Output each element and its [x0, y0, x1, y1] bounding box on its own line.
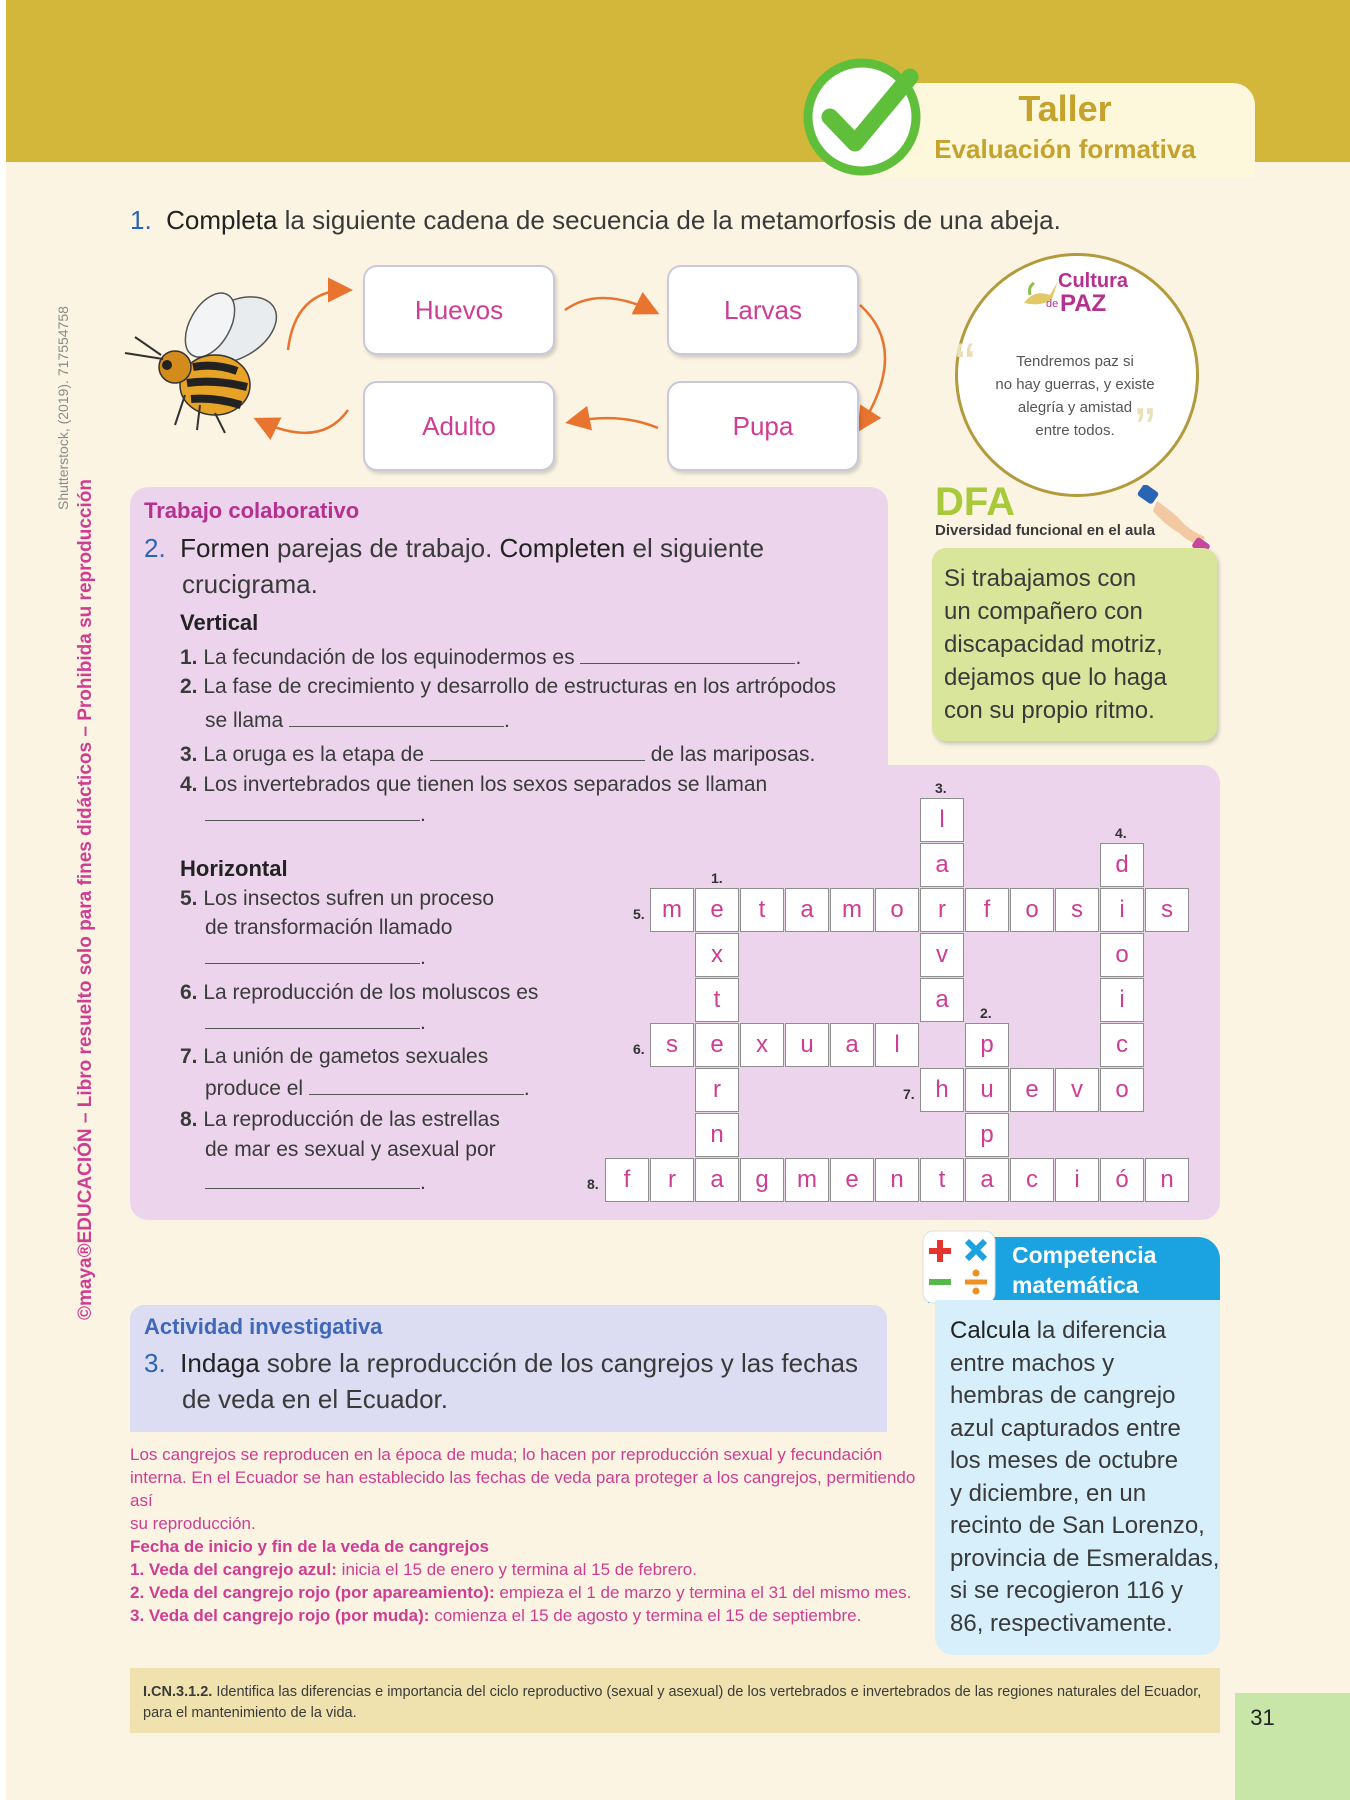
crossword-cell: a: [920, 843, 964, 887]
crossword-number-3: 3.: [935, 780, 947, 796]
crossword-cell: x: [740, 1023, 784, 1067]
question-1: 1. Completa la siguiente cadena de secuencia de la metamorfosis de una abeja.: [130, 205, 1061, 235]
crossword-cell: i: [1055, 1158, 1099, 1202]
sequence-box-adulto: Adulto: [363, 381, 555, 471]
crossword-cell: l: [875, 1023, 919, 1067]
publisher-note: ©maya®EDUCACIÓN – Libro resuelto solo para fines didácticos – Prohibida su reproducción: [75, 479, 96, 1320]
clue-5: 5. Los insectos sufren un proceso: [180, 887, 495, 910]
crossword-cell: e: [695, 888, 739, 932]
clue-2-cont: se llama .: [205, 709, 510, 732]
crossword-cell: c: [1100, 1023, 1144, 1067]
crossword-number-7: 7.: [903, 1086, 915, 1102]
crossword-cell: o: [1010, 888, 1054, 932]
clue-3: 3. La oruga es la etapa de de las mariposas.: [180, 743, 816, 766]
crossword-cell: n: [1145, 1158, 1189, 1202]
crossword-cell: a: [695, 1158, 739, 1202]
crossword-cell: d: [1100, 843, 1144, 887]
sequence-box-larvas: Larvas: [667, 265, 859, 355]
crossword-cell: r: [650, 1158, 694, 1202]
math-operations-icon: [920, 1228, 998, 1306]
crossword-cell: a: [965, 1158, 1009, 1202]
question-3-cont: de veda en el Ecuador.: [182, 1384, 448, 1414]
crossword-cell: m: [650, 888, 694, 932]
question-2-cont: crucigrama.: [182, 569, 318, 599]
math-title: Competencia matemática: [1012, 1242, 1157, 1298]
footer-text: I.CN.3.1.2. Identifica las diferencias e importancia del ciclo reproductivo (sexual y asexual) de los vertebrados e invertebrados de las regiones naturales del Ecuador, para el mantenimiento de la vida.: [143, 1684, 1202, 1721]
crossword-cell: i: [1100, 888, 1144, 932]
peace-quote: Tendremos paz si no hay guerras, y existe alegría y amistad entre todos.: [995, 353, 1155, 439]
crossword-cell: f: [965, 888, 1009, 932]
crossword-number-1: 1.: [711, 870, 723, 886]
crossword-cell: x: [695, 933, 739, 977]
crossword-cell: m: [830, 888, 874, 932]
clue-5-cont: de transformación llamado: [205, 916, 453, 939]
dfa-text: Si trabajamos con un compañero con discapacidad motriz, dejamos que lo haga con su propio ritmo.: [944, 565, 1167, 724]
crossword-number-6: 6.: [633, 1041, 645, 1057]
clue-6-blank: .: [205, 1008, 426, 1038]
research-answer: Los cangrejos se reproducen en la época de muda; lo hacen por reproducción sexual y fecundación interna. En el Ecuador se han establecido las fechas de veda para proteger a los cangrejos, permitiendo así su reproducción. Fecha de inicio y fin de la veda de cangrejos 1. Veda del cangrejo azul: inicia el 15 de enero y termina al 15 de febrero. 2. Veda del cangrejo rojo (por apareamiento): empieza el 1 de marzo y termina el 31 del mismo mes. 3. Veda del cangrejo rojo (por muda): comienza el 15 de agosto y termina el 15 de septiembre.: [130, 1445, 916, 1625]
horizontal-label: Horizontal: [180, 856, 288, 881]
question-2: 2. Formen parejas de trabajo. Completen el siguiente: [144, 533, 765, 563]
clue-8-blank: .: [205, 1168, 426, 1198]
crossword-cell: n: [875, 1158, 919, 1202]
clue-5-blank: .: [205, 943, 426, 973]
crossword-cell: p: [965, 1023, 1009, 1067]
clue-2: 2. La fase de crecimiento y desarrollo de estructuras en los artrópodos: [180, 675, 837, 698]
crossword-cell: a: [785, 888, 829, 932]
crossword-cell: e: [695, 1023, 739, 1067]
research-heading: Actividad investigativa: [144, 1314, 383, 1339]
sequence-box-huevos: Huevos: [363, 265, 555, 355]
crossword-cell: h: [920, 1068, 964, 1112]
crossword-cell: t: [695, 978, 739, 1022]
dfa-subtitle: Diversidad funcional en el aula: [935, 522, 1156, 539]
clue-8-cont: de mar es sexual y asexual por: [205, 1138, 496, 1161]
page-number: 31: [1250, 1705, 1275, 1730]
crossword-cell: u: [965, 1068, 1009, 1112]
question-3: 3. Indaga sobre la reproducción de los cangrejos y las fechas: [144, 1348, 859, 1378]
crossword-cell: v: [1055, 1068, 1099, 1112]
peace-brand-de: de: [1046, 298, 1059, 310]
sequence-box-pupa: Pupa: [667, 381, 859, 471]
math-text: Calcula la diferencia entre machos y hembras de cangrejo azul capturados entre los meses de octubre y diciembre, en un recinto de San Lorenzo, provincia de Esmeraldas, si se recogieron 116 y 86, respectivamente.: [950, 1317, 1220, 1637]
crossword-cell: p: [965, 1113, 1009, 1157]
crossword-cell: ó: [1100, 1158, 1144, 1202]
crossword-cell: s: [650, 1023, 694, 1067]
crossword-cell: o: [875, 888, 919, 932]
crossword-cell: o: [1100, 1068, 1144, 1112]
crossword-cell: r: [920, 888, 964, 932]
crossword-cell: u: [785, 1023, 829, 1067]
crossword-cell: s: [1145, 888, 1189, 932]
crossword-cell: m: [785, 1158, 829, 1202]
crossword-cell: t: [740, 888, 784, 932]
crossword-cell: a: [920, 978, 964, 1022]
open-quote-icon: “: [955, 331, 975, 398]
dfa-title: DFA: [935, 480, 1015, 524]
crossword-cell: o: [1100, 933, 1144, 977]
taller-title: Taller: [1018, 88, 1112, 129]
crossword-cell: a: [830, 1023, 874, 1067]
crossword-cell: v: [920, 933, 964, 977]
crossword-number-2: 2.: [980, 1005, 992, 1021]
crossword-cell: f: [605, 1158, 649, 1202]
crossword-cell: c: [1010, 1158, 1054, 1202]
peace-brand-bottom: PAZ: [1060, 290, 1107, 317]
clue-7-cont: produce el .: [205, 1077, 530, 1100]
clue-8: 8. La reproducción de las estrellas: [180, 1108, 500, 1131]
crossword-cell: n: [695, 1113, 739, 1157]
crossword-cell: s: [1055, 888, 1099, 932]
taller-subtitle: Evaluación formativa: [934, 134, 1196, 164]
clue-1: 1. La fecundación de los equinodermos es .: [180, 646, 802, 669]
crossword-cell: r: [695, 1068, 739, 1112]
clue-4: 4. Los invertebrados que tienen los sexos separados se llaman: [180, 773, 768, 796]
clue-6: 6. La reproducción de los moluscos es: [180, 981, 539, 1004]
crossword-cell: e: [1010, 1068, 1054, 1112]
close-quote-icon: ”: [1135, 396, 1155, 463]
vertical-label: Vertical: [180, 610, 259, 635]
crossword-cell: t: [920, 1158, 964, 1202]
collab-heading: Trabajo colaborativo: [144, 498, 360, 523]
crossword-cell: l: [920, 798, 964, 842]
clue-4-blank: .: [205, 800, 426, 830]
peace-brand-top: Cultura: [1058, 270, 1128, 292]
crossword-cell: e: [830, 1158, 874, 1202]
crossword-cell: g: [740, 1158, 784, 1202]
clue-7: 7. La unión de gametos sexuales: [180, 1045, 489, 1068]
crossword-cell: i: [1100, 978, 1144, 1022]
crossword-number-8: 8.: [587, 1176, 599, 1192]
crossword-number-4: 4.: [1115, 825, 1127, 841]
image-credit: Shutterstock, (2019). 717554758: [55, 306, 71, 510]
crossword-number-5: 5.: [633, 906, 645, 922]
